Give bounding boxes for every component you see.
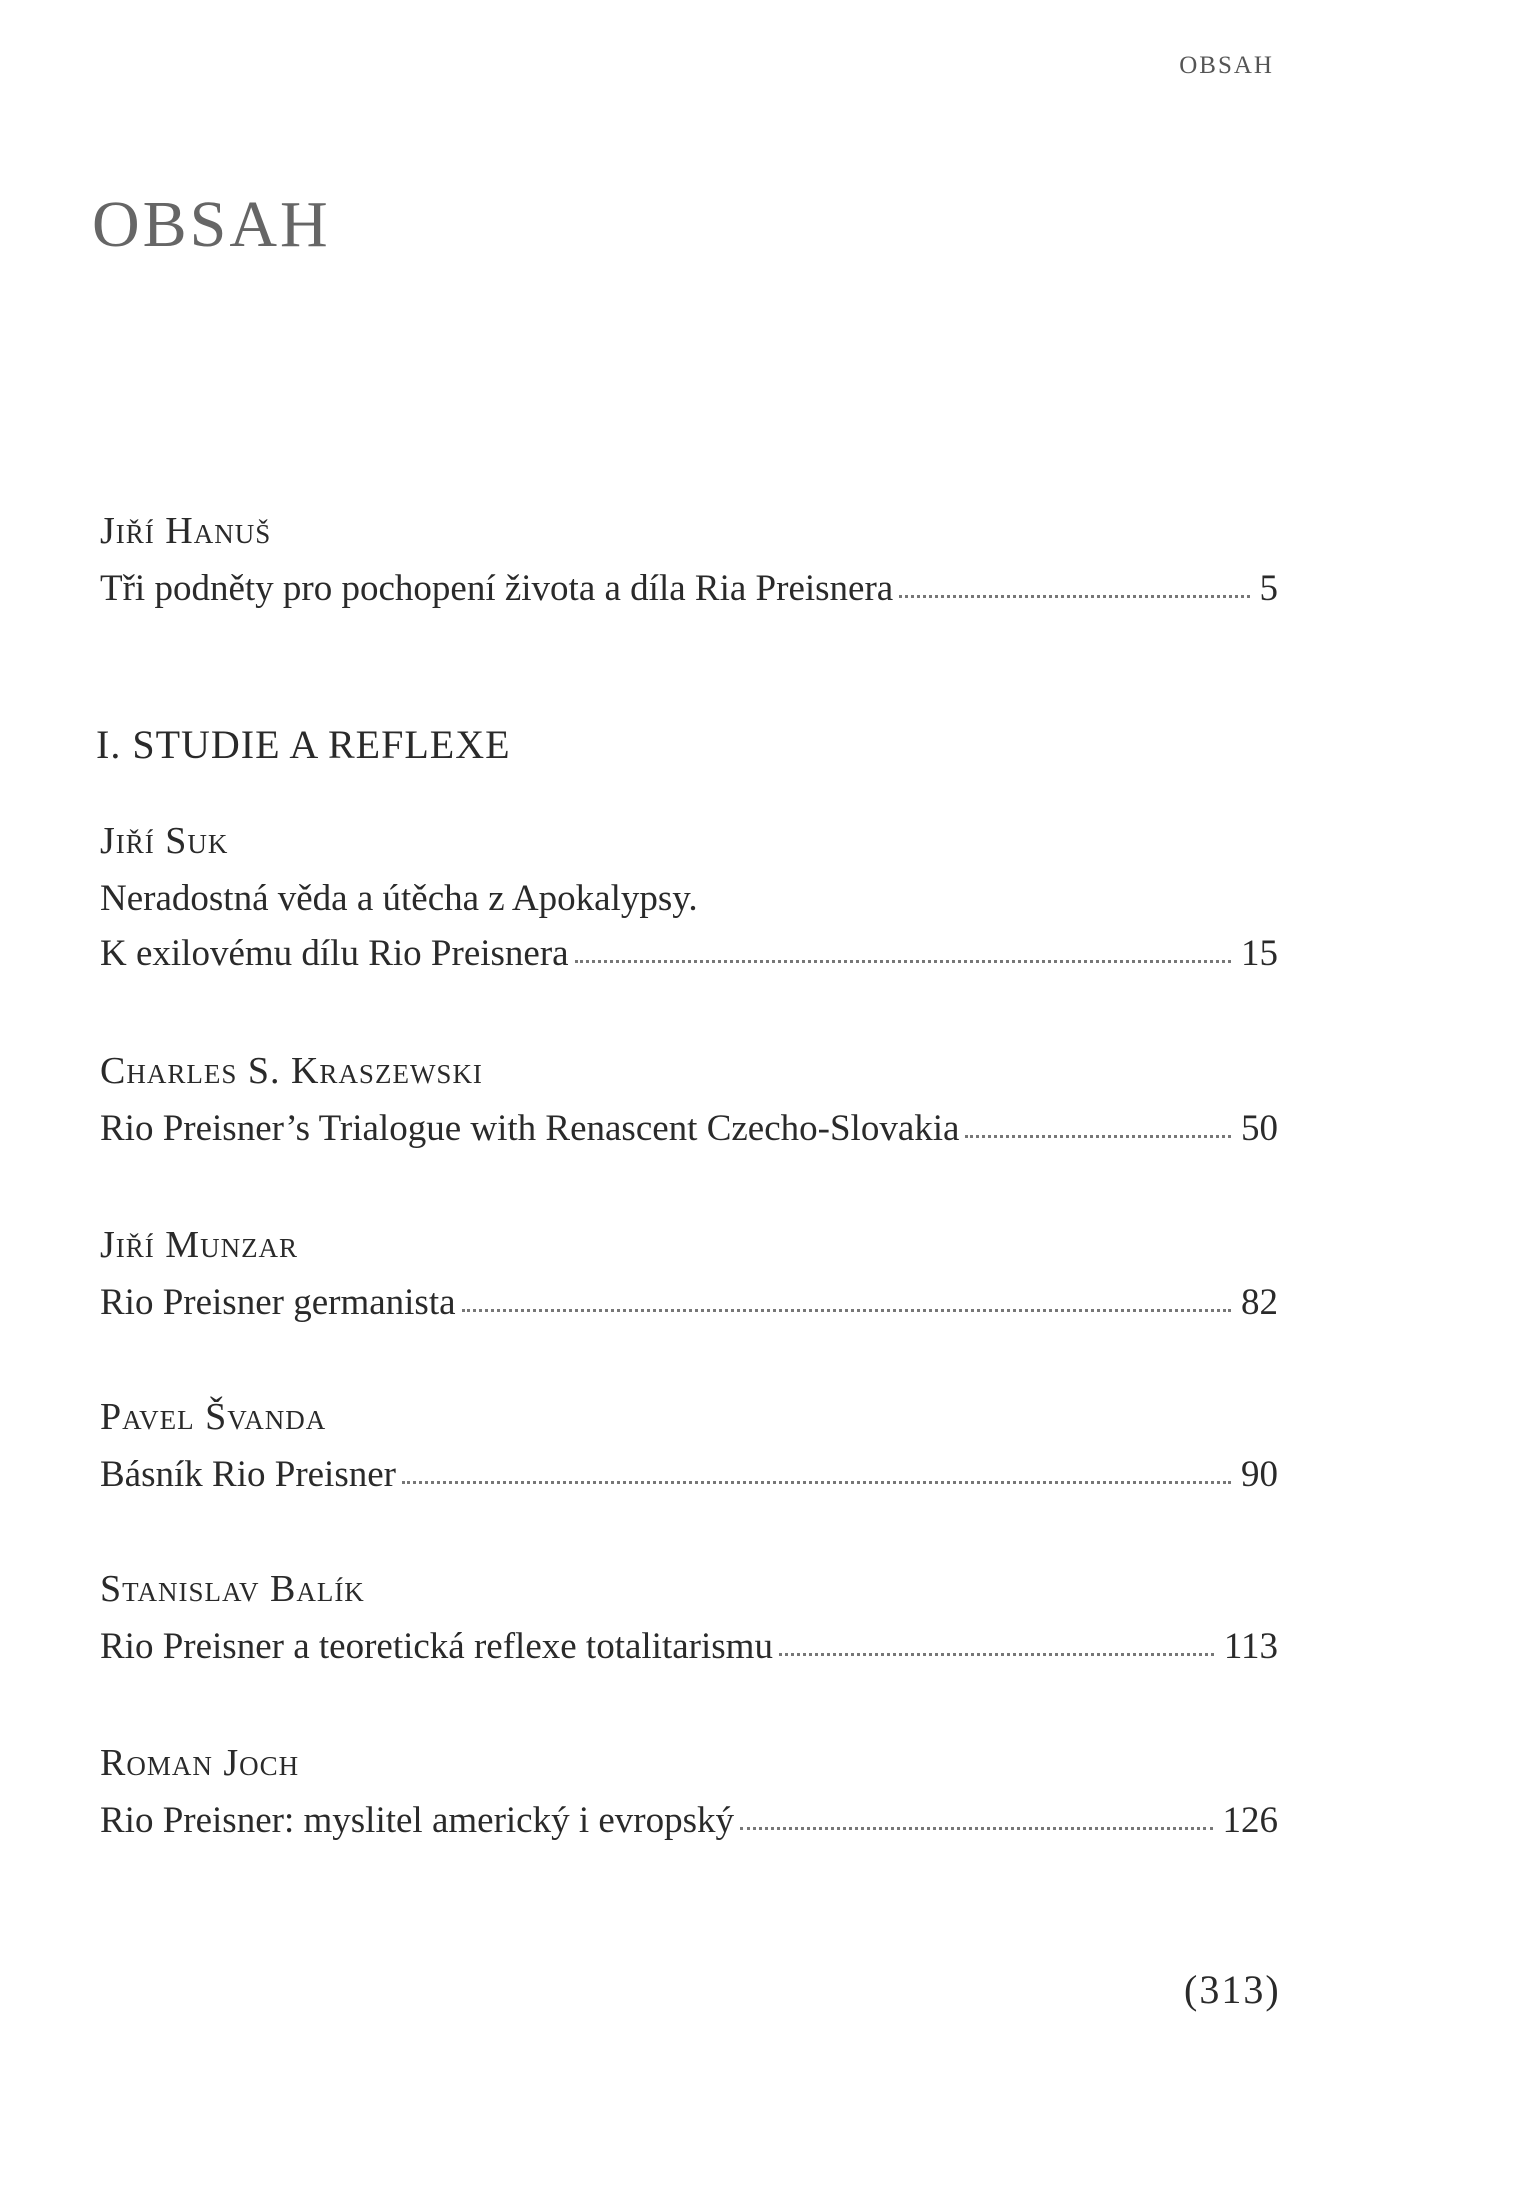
toc-title-line [100, 1106, 1278, 1151]
dot-leader [779, 1653, 1214, 1656]
toc-entry [100, 1394, 1278, 1497]
toc-author: Roman Joch [100, 1742, 300, 1784]
toc-title-line [100, 566, 1278, 611]
page-number: (313) [1184, 1967, 1281, 2012]
dot-leader [462, 1309, 1231, 1312]
toc-page-number: 90 [1241, 1454, 1278, 1495]
page-title: OBSAH [92, 188, 331, 261]
toc-entry [100, 1566, 1278, 1669]
toc-title-continued: K exilovému dílu Rio Preisnera [100, 933, 569, 974]
toc-title-line [100, 1798, 1278, 1843]
toc-page-number: 113 [1223, 1626, 1278, 1667]
toc-title-line [100, 1452, 1278, 1497]
dot-leader [899, 595, 1249, 598]
toc-author: Charles S. Kraszewski [100, 1050, 483, 1092]
toc-title-line [100, 1280, 1278, 1325]
toc-entry-intro [100, 508, 1278, 611]
dot-leader [965, 1135, 1231, 1138]
toc-title: Tři podněty pro pochopení života a díla Ria Preisnera [100, 568, 894, 609]
toc-title-line [100, 1624, 1278, 1669]
dot-leader [575, 960, 1231, 963]
toc-author: Jiří Munzar [100, 1224, 299, 1266]
toc-page-number: 5 [1259, 568, 1278, 609]
toc-title: Básník Rio Preisner [100, 1454, 396, 1495]
toc-entry [100, 1048, 1278, 1151]
dot-leader [740, 1827, 1212, 1830]
toc-author: Pavel Švanda [100, 1396, 327, 1438]
toc-entry [100, 1222, 1278, 1325]
toc-title: Neradostná věda a útěcha z Apokalypsy. [100, 878, 698, 919]
running-head: OBSAH [1179, 52, 1274, 79]
toc-entry [100, 1740, 1278, 1843]
toc-title-line [100, 931, 1278, 976]
toc-title: Rio Preisner’s Trialogue with Renascent Czecho-Slovakia [100, 1108, 960, 1149]
toc-page-number: 50 [1241, 1108, 1278, 1149]
toc-title: Rio Preisner: myslitel americký i evropský [100, 1800, 735, 1841]
toc-title: Rio Preisner germanista [100, 1282, 456, 1323]
toc-page-number: 126 [1222, 1800, 1278, 1841]
toc-page-number: 15 [1241, 933, 1278, 974]
dot-leader [402, 1481, 1231, 1484]
toc-entry [100, 818, 1278, 976]
section-heading: I. STUDIE A REFLEXE [96, 722, 511, 767]
toc-title-line [100, 876, 1278, 921]
toc-title: Rio Preisner a teoretická reflexe totalitarismu [100, 1626, 773, 1667]
toc-author: Stanislav Balík [100, 1568, 365, 1610]
toc-author: Jiří Hanuš [100, 510, 272, 552]
toc-author: Jiří Suk [100, 820, 229, 862]
toc-page-number: 82 [1241, 1282, 1278, 1323]
